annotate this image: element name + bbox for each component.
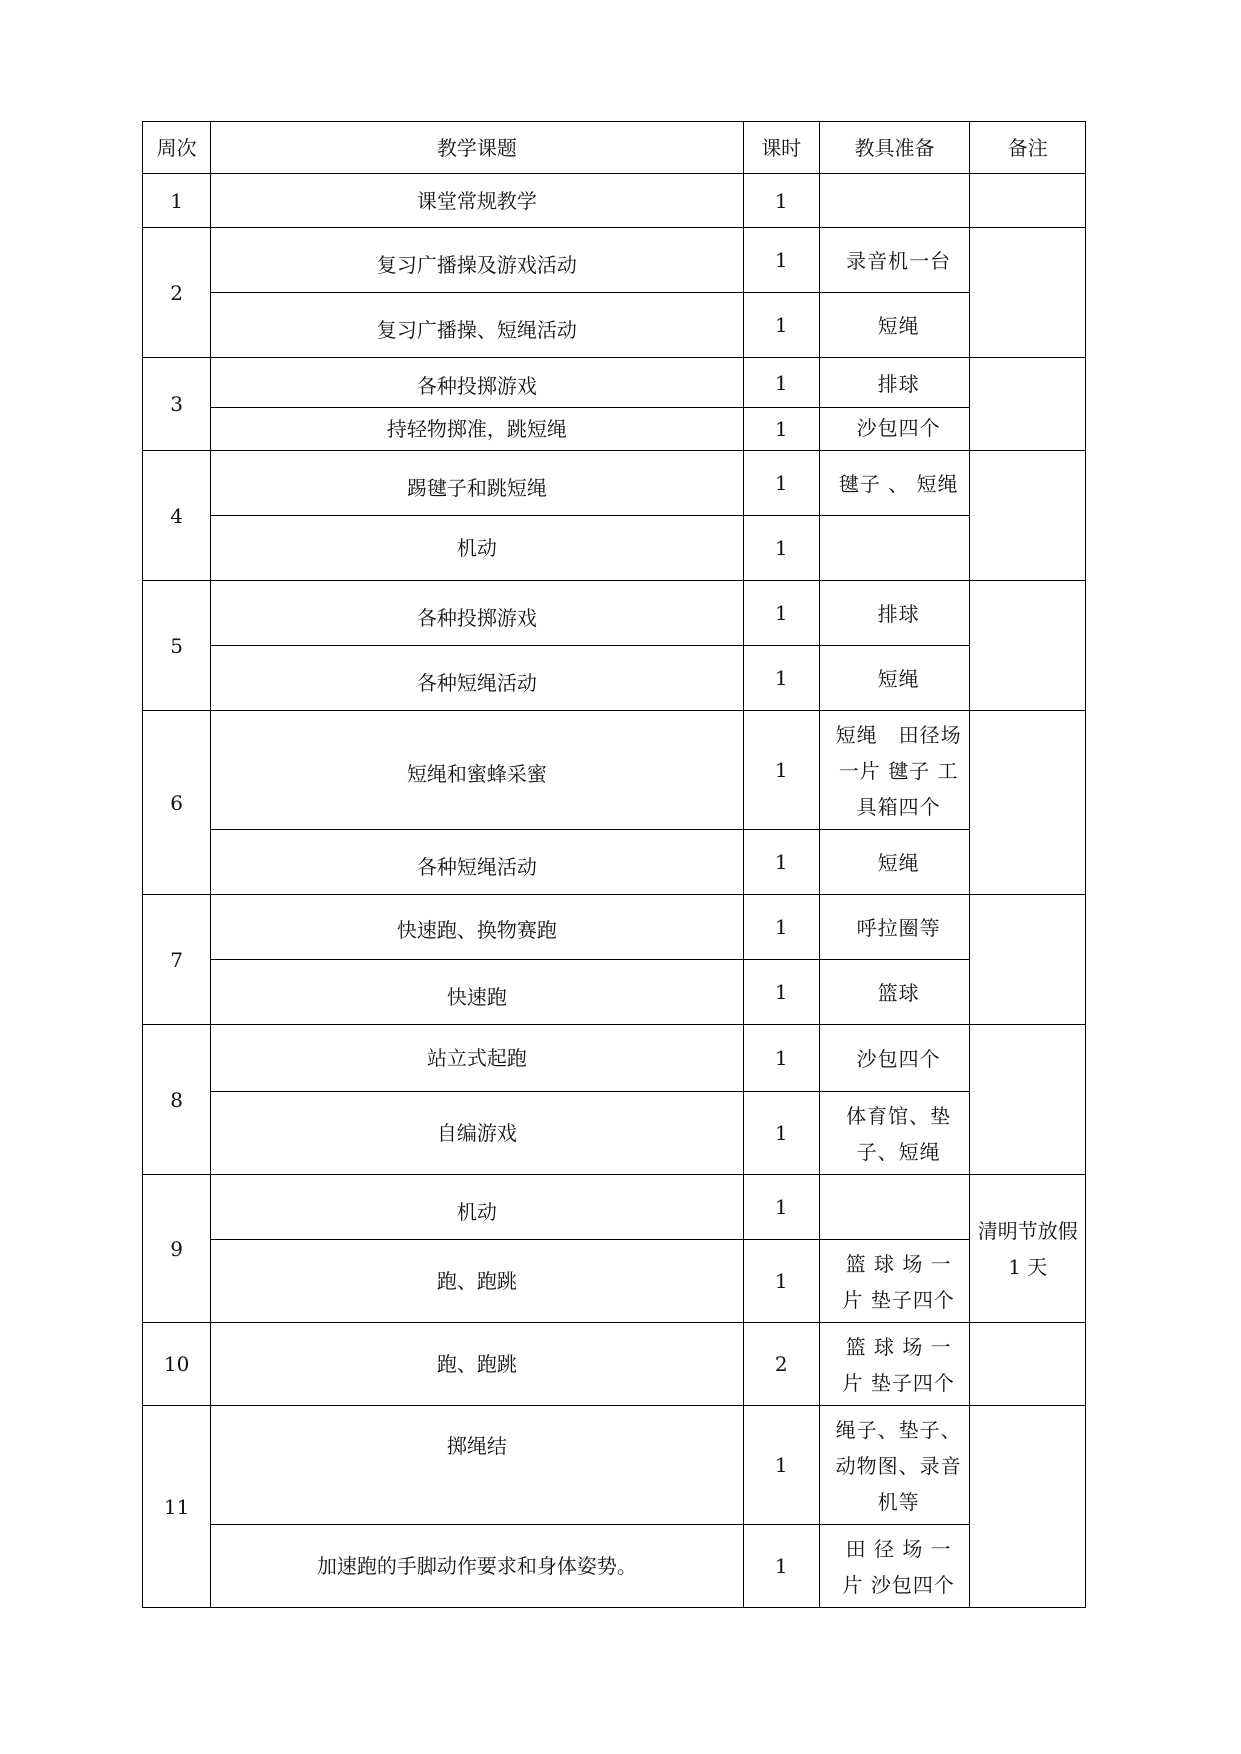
topic-cell: 课堂常规教学 [211, 174, 743, 228]
table-row [143, 451, 1086, 516]
table-row [143, 228, 1086, 293]
table-row [143, 1525, 1086, 1608]
table-row [143, 516, 1086, 581]
topic-cell: 各种短绳活动 [211, 830, 743, 895]
note-cell [970, 1025, 1086, 1175]
header-topic: 教学课题 [211, 122, 743, 174]
topic-cell: 踢毽子和跳短绳 [211, 451, 743, 516]
topic-cell: 站立式起跑 [211, 1025, 743, 1092]
table-row [143, 1323, 1086, 1406]
week-cell: 3 [143, 358, 211, 451]
hours-cell: 1 [743, 174, 819, 228]
table-header-row [143, 122, 1086, 174]
week-cell: 6 [143, 711, 211, 895]
equipment-cell: 毽子 、 短绳 [819, 451, 970, 516]
week-cell: 5 [143, 581, 211, 711]
equipment-cell: 绳子、垫子、动物图、录音机等 [819, 1406, 970, 1525]
hours-cell: 1 [743, 1406, 819, 1525]
hours-cell: 1 [743, 1240, 819, 1323]
note-cell [970, 358, 1086, 451]
table-row [143, 1240, 1086, 1323]
equipment-cell: 体育馆、垫子、短绳 [819, 1092, 970, 1175]
equipment-cell: 排球 [819, 581, 970, 646]
note-cell [970, 1323, 1086, 1406]
teaching-plan-table [142, 121, 1086, 1608]
note-cell [970, 451, 1086, 581]
topic-cell: 复习广播操及游戏活动 [211, 228, 743, 293]
hours-cell: 1 [743, 1025, 819, 1092]
equipment-cell: 短绳 田径场一片 毽子 工具箱四个 [819, 711, 970, 830]
hours-cell: 1 [743, 451, 819, 516]
header-hours: 课时 [743, 122, 819, 174]
table-row [143, 1092, 1086, 1175]
equipment-cell [819, 1175, 970, 1240]
hours-cell: 1 [743, 830, 819, 895]
week-cell: 9 [143, 1175, 211, 1323]
note-cell [970, 895, 1086, 1025]
topic-cell: 加速跑的手脚动作要求和身体姿势。 [211, 1525, 743, 1608]
equipment-cell: 排球 [819, 358, 970, 408]
equipment-cell: 沙包四个 [819, 408, 970, 451]
week-cell: 8 [143, 1025, 211, 1175]
equipment-cell: 呼拉圈等 [819, 895, 970, 960]
topic-cell: 复习广播操、短绳活动 [211, 293, 743, 358]
equipment-cell: 录音机一台 [819, 228, 970, 293]
note-cell [970, 711, 1086, 895]
topic-cell: 快速跑、换物赛跑 [211, 895, 743, 960]
equipment-cell: 篮 球 场 一 片 垫子四个 [819, 1240, 970, 1323]
table-row [143, 830, 1086, 895]
hours-cell: 1 [743, 1525, 819, 1608]
hours-cell: 1 [743, 228, 819, 293]
hours-cell: 1 [743, 646, 819, 711]
header-equipment: 教具准备 [819, 122, 970, 174]
hours-cell: 1 [743, 581, 819, 646]
hours-cell: 1 [743, 358, 819, 408]
equipment-cell: 篮球 [819, 960, 970, 1025]
week-cell: 1 [143, 174, 211, 228]
table-row [143, 1025, 1086, 1092]
topic-cell: 短绳和蜜蜂采蜜 [211, 711, 743, 830]
hours-cell: 1 [743, 895, 819, 960]
header-notes: 备注 [970, 122, 1086, 174]
topic-cell: 掷绳结 [211, 1406, 743, 1525]
topic-cell: 机动 [211, 516, 743, 581]
note-cell [970, 1406, 1086, 1608]
topic-cell: 跑、跑跳 [211, 1323, 743, 1406]
equipment-cell: 短绳 [819, 293, 970, 358]
equipment-cell: 沙包四个 [819, 1025, 970, 1092]
hours-cell: 1 [743, 1092, 819, 1175]
equipment-cell: 田 径 场 一 片 沙包四个 [819, 1525, 970, 1608]
table-row [143, 174, 1086, 228]
table-row [143, 895, 1086, 960]
topic-cell: 各种投掷游戏 [211, 358, 743, 408]
hours-cell: 1 [743, 960, 819, 1025]
topic-cell: 机动 [211, 1175, 743, 1240]
equipment-cell [819, 516, 970, 581]
topic-cell: 持轻物掷准，跳短绳 [211, 408, 743, 451]
table-row [143, 581, 1086, 646]
week-cell: 7 [143, 895, 211, 1025]
week-cell: 2 [143, 228, 211, 358]
hours-cell: 1 [743, 293, 819, 358]
equipment-cell: 篮 球 场 一 片 垫子四个 [819, 1323, 970, 1406]
hours-cell: 1 [743, 408, 819, 451]
table-row [143, 358, 1086, 408]
note-cell [970, 581, 1086, 711]
note-cell: 清明节放假 1 天 [970, 1175, 1086, 1323]
note-cell [970, 228, 1086, 358]
week-cell: 4 [143, 451, 211, 581]
header-week: 周次 [143, 122, 211, 174]
table-row [143, 960, 1086, 1025]
equipment-cell: 短绳 [819, 830, 970, 895]
week-cell: 11 [143, 1406, 211, 1608]
topic-cell: 各种投掷游戏 [211, 581, 743, 646]
hours-cell: 1 [743, 711, 819, 830]
table-row [143, 1175, 1086, 1240]
note-cell [970, 174, 1086, 228]
topic-cell: 各种短绳活动 [211, 646, 743, 711]
equipment-cell [819, 174, 970, 228]
table-row [143, 293, 1086, 358]
table-row [143, 711, 1086, 830]
topic-cell: 自编游戏 [211, 1092, 743, 1175]
hours-cell: 1 [743, 1175, 819, 1240]
topic-cell: 跑、跑跳 [211, 1240, 743, 1323]
week-cell: 10 [143, 1323, 211, 1406]
topic-cell: 快速跑 [211, 960, 743, 1025]
hours-cell: 1 [743, 516, 819, 581]
table-row [143, 646, 1086, 711]
table-row [143, 1406, 1086, 1525]
hours-cell: 2 [743, 1323, 819, 1406]
table-row [143, 408, 1086, 451]
equipment-cell: 短绳 [819, 646, 970, 711]
